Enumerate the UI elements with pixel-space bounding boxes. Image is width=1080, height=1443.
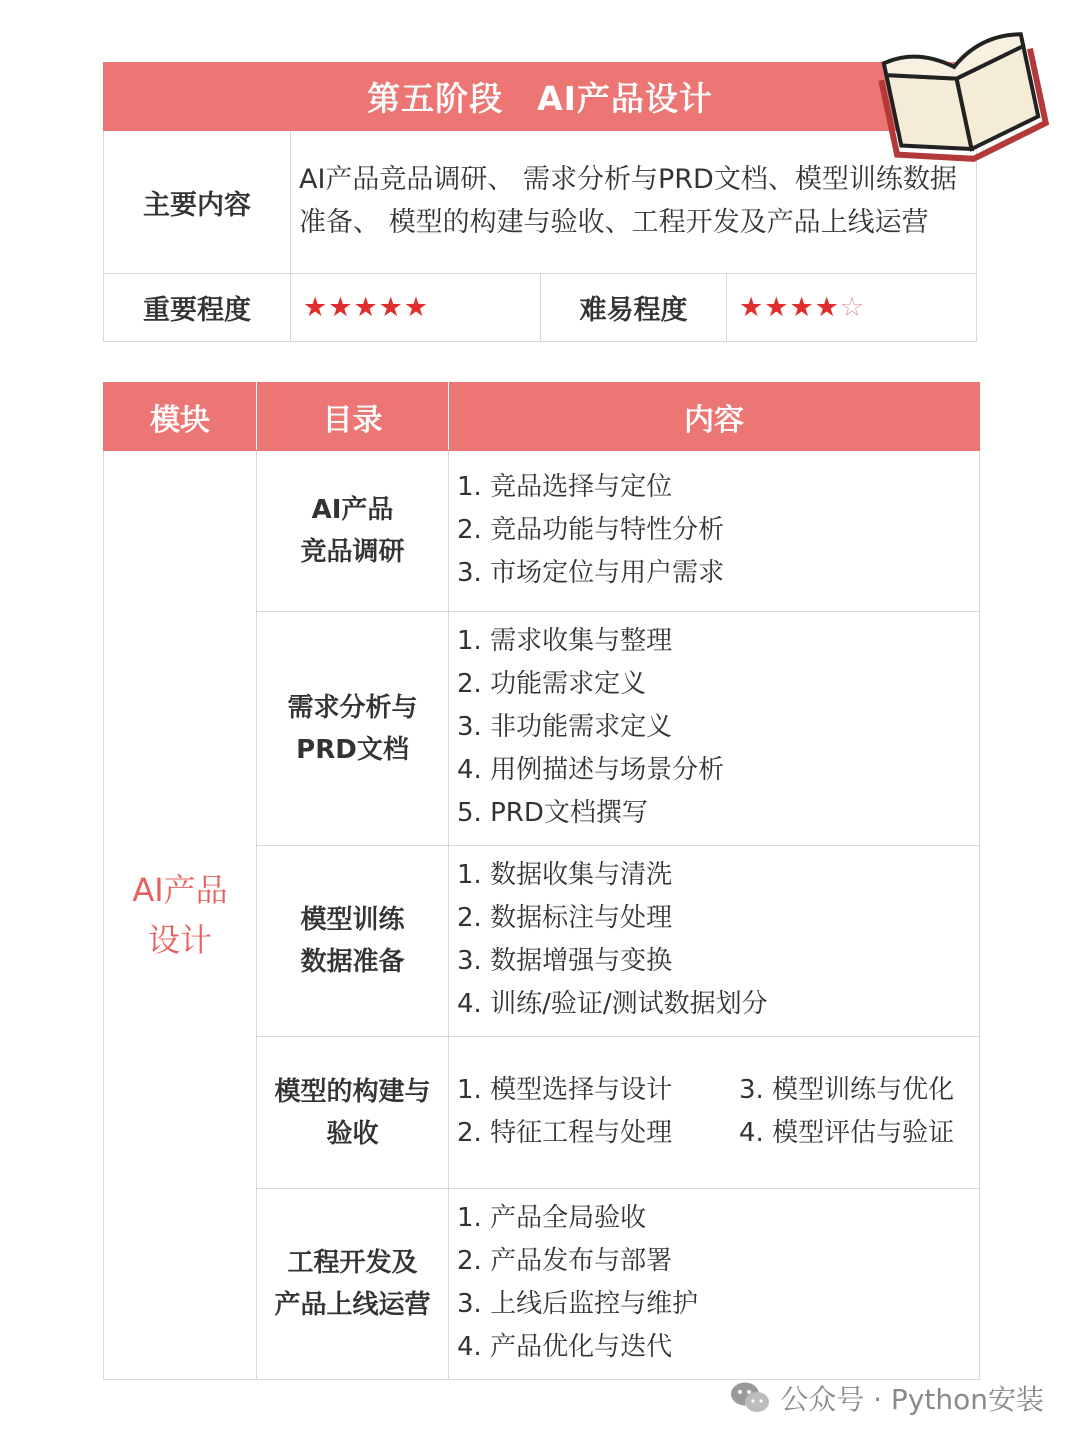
- category-line: 竞品调研: [300, 537, 405, 567]
- module-name: [104, 451, 257, 1380]
- module-name-line: AI产品: [132, 871, 228, 909]
- list-item: 1. 竞品选择与定位: [457, 471, 673, 502]
- difficulty-label: 难易程度: [541, 274, 727, 342]
- items-cell: [449, 1189, 980, 1380]
- module-name-line: 设计: [147, 921, 212, 959]
- list-item: 5. PRD文档撰写: [457, 798, 648, 828]
- list-item: 4. 模型评估与验证: [739, 1117, 955, 1148]
- category-line: AI产品: [311, 495, 394, 525]
- header-catalog: 目录: [257, 383, 449, 451]
- category-line: 验收: [326, 1118, 379, 1149]
- list-item: 3. 上线后监控与维护: [457, 1289, 699, 1319]
- star-filled-icon: ★: [303, 292, 329, 323]
- category-line: 数据准备: [300, 947, 405, 977]
- category-line: 工程开发及: [287, 1248, 418, 1278]
- wechat-icon: [730, 1381, 770, 1415]
- list-item: 1. 需求收集与整理: [457, 626, 673, 656]
- category-line: 模型的构建与: [274, 1076, 431, 1107]
- list-item: 2. 功能需求定义: [457, 669, 647, 699]
- list-item: 3. 模型训练与优化: [739, 1074, 955, 1105]
- category-line: 模型训练: [300, 905, 405, 935]
- stage-summary-table: [103, 62, 977, 342]
- list-item: 4. 训练/验证/测试数据划分: [457, 989, 768, 1019]
- list-item: 4. 产品优化与迭代: [457, 1332, 673, 1362]
- importance-rating: [291, 274, 541, 342]
- main-content-text: AI产品竞品调研、 需求分析与PRD文档、模型训练数据准备、 模型的构建与验收、工程开发及产品上线运营: [291, 131, 977, 274]
- star-filled-icon: ★: [353, 292, 379, 323]
- star-filled-icon: ★: [814, 292, 840, 323]
- category-line: 需求分析与: [287, 692, 418, 723]
- list-item: 1. 产品全局验收: [457, 1203, 647, 1233]
- category-line: 产品上线运营: [274, 1290, 431, 1320]
- footer-watermark: [730, 1378, 1044, 1418]
- stage-title: 第五阶段 AI产品设计: [104, 63, 977, 131]
- items-cell: [449, 846, 980, 1037]
- footer-text: 公众号 · Python安装: [780, 1383, 1044, 1416]
- module-table: [103, 382, 980, 1380]
- category-cell: [257, 612, 449, 846]
- list-item: 2. 特征工程与处理: [457, 1117, 673, 1148]
- category-cell: [257, 451, 449, 612]
- items-cell: [449, 451, 980, 612]
- list-item: 1. 模型选择与设计: [457, 1074, 673, 1105]
- star-filled-icon: ★: [378, 292, 404, 323]
- category-cell: [257, 1037, 449, 1189]
- list-item: 3. 非功能需求定义: [457, 712, 673, 742]
- header-content: 内容: [449, 383, 980, 451]
- list-item: 2. 竞品功能与特性分析: [457, 514, 725, 545]
- header-module: 模块: [104, 383, 257, 451]
- category-line: PRD文档: [296, 734, 409, 765]
- main-content-label: 主要内容: [104, 131, 291, 274]
- star-filled-icon: ★: [328, 292, 354, 323]
- star-filled-icon: ★: [764, 292, 790, 323]
- list-item: 3. 市场定位与用户需求: [457, 557, 725, 588]
- list-item: 2. 数据标注与处理: [457, 903, 673, 933]
- items-cell: [449, 612, 980, 846]
- star-empty-icon: ☆: [839, 292, 866, 323]
- items-cell: [449, 1037, 980, 1189]
- list-item: 1. 数据收集与清洗: [457, 860, 673, 890]
- category-cell: [257, 846, 449, 1037]
- list-item: 2. 产品发布与部署: [457, 1246, 673, 1276]
- star-filled-icon: ★: [789, 292, 815, 323]
- star-filled-icon: ★: [403, 292, 430, 323]
- list-item: 3. 数据增强与变换: [457, 946, 673, 976]
- star-filled-icon: ★: [739, 292, 765, 323]
- open-book-icon: [870, 0, 1050, 170]
- table-row: [104, 451, 980, 612]
- category-cell: [257, 1189, 449, 1380]
- difficulty-rating: [727, 274, 977, 342]
- list-item: 4. 用例描述与场景分析: [457, 755, 725, 785]
- importance-label: 重要程度: [104, 274, 291, 342]
